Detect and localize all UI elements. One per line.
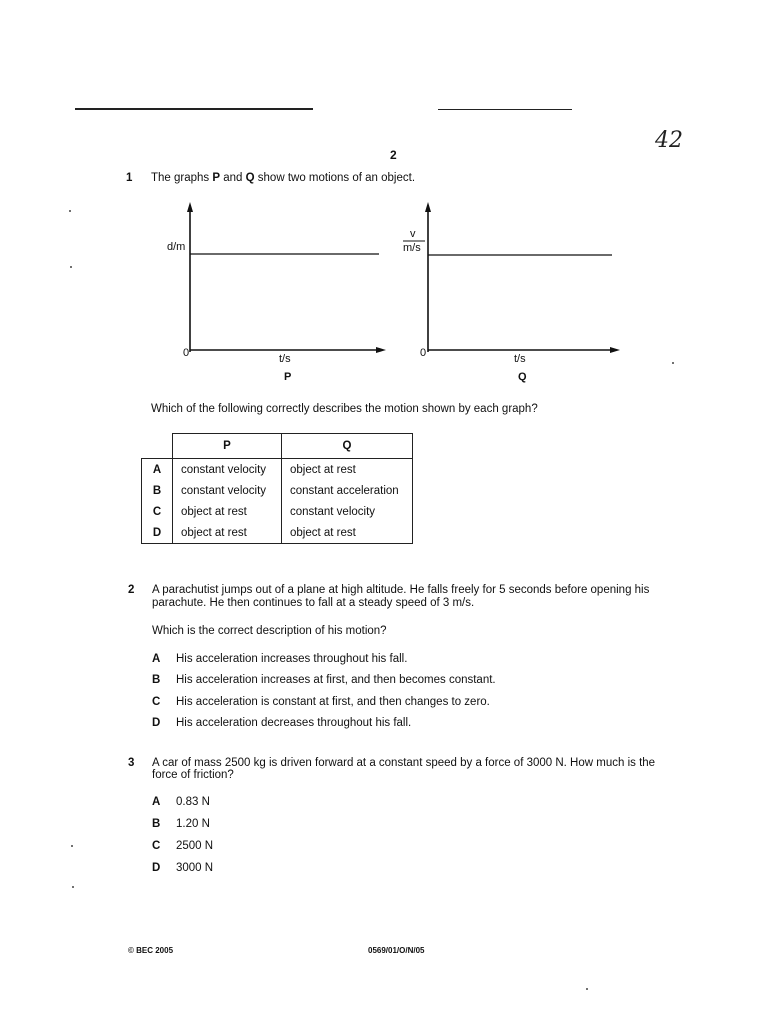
q3-option-a [152, 796, 210, 808]
q1-stem-part: show two motions of an object. [254, 172, 416, 184]
table-cell-q: object at rest [282, 459, 413, 481]
q2-option-d [152, 717, 411, 729]
option-text: 2500 N [176, 840, 214, 852]
q2-stem-line1: A parachutist jumps out of a plane at high altitude. He falls freely for 5 seconds before opening his [152, 584, 650, 596]
q2-option-c [152, 696, 490, 708]
option-letter: B [152, 674, 161, 686]
table-cell-q: object at rest [282, 522, 413, 544]
option-text: His acceleration increases at first, and then becomes constant. [176, 674, 496, 686]
graph-q-x-label: t/s [514, 353, 526, 365]
table-header-row [142, 434, 413, 459]
q2-stem-line2: parachute. He then continues to fall at a steady speed of 3 m/s. [152, 597, 475, 609]
q1-stem-part: Q [245, 172, 255, 184]
table-cell-p: object at rest [173, 501, 282, 522]
handwritten-mark: 42 [655, 128, 683, 153]
q1-question: Which of the following correctly describes the motion shown by each graph? [151, 403, 538, 415]
option-letter: B [152, 818, 161, 830]
scan-speck [71, 845, 73, 847]
option-text: His acceleration is constant at first, and then changes to zero. [176, 696, 490, 708]
graph-p-y-arrow [187, 202, 193, 212]
graph-q-origin: 0 [420, 347, 427, 359]
table-row-letter: D [142, 522, 173, 544]
q2-option-a [152, 653, 407, 665]
option-letter: D [152, 862, 161, 874]
graph-q [388, 200, 638, 390]
q1-stem [151, 172, 415, 184]
option-text: 3000 N [176, 862, 214, 874]
q3-stem-line1: A car of mass 2500 kg is driven forward at a constant speed by a force of 3000 N. How much is the [152, 757, 656, 769]
q1-number: 1 [126, 172, 133, 184]
q1-stem-part: P [212, 172, 221, 184]
scan-speck [672, 362, 674, 364]
graph-q-y-arrow [425, 202, 431, 212]
header-rule-left [75, 108, 313, 110]
graph-q-y-label-bottom: m/s [403, 242, 421, 254]
graph-p-y-label: d/m [167, 241, 186, 253]
option-text: His acceleration increases throughout his fall. [176, 653, 408, 665]
option-letter: A [152, 796, 161, 808]
scan-speck [72, 886, 74, 888]
q3-option-c [152, 840, 213, 852]
header-rule-right [438, 109, 572, 110]
scan-speck [70, 266, 72, 268]
option-text: 0.83 N [176, 796, 210, 808]
table-row-letter: B [142, 480, 173, 501]
graph-p-x-label: t/s [279, 353, 291, 365]
graph-p-x-arrow [376, 347, 386, 353]
table-cell-p: constant velocity [173, 480, 282, 501]
table-row-letter: C [142, 501, 173, 522]
q3-option-d [152, 862, 213, 874]
option-text: His acceleration decreases throughout his fall. [176, 717, 412, 729]
table-row-letter: A [142, 459, 173, 481]
table-cell-p: constant velocity [173, 459, 282, 481]
option-text: 1.20 N [176, 818, 210, 830]
table-header-q: Q [282, 434, 413, 459]
q2-number: 2 [128, 584, 135, 596]
footer-copyright: © BEC 2005 [128, 946, 174, 955]
graph-p-origin: 0 [183, 347, 190, 359]
graph-p-svg [150, 200, 400, 390]
graph-q-name: Q [518, 371, 527, 383]
table-row [142, 459, 413, 481]
footer-code: 0569/01/O/N/05 [368, 946, 425, 955]
scan-speck [586, 988, 588, 990]
option-letter: C [152, 696, 161, 708]
table-cell-q: constant velocity [282, 501, 413, 522]
table-cell-q: constant acceleration [282, 480, 413, 501]
option-letter: C [152, 840, 161, 852]
table-cell-p: object at rest [173, 522, 282, 544]
table-header-p: P [173, 434, 282, 459]
q3-stem-line2: force of friction? [152, 769, 234, 781]
graph-q-svg [388, 200, 638, 390]
option-letter: D [152, 717, 161, 729]
table-row [142, 522, 413, 544]
q3-option-b [152, 818, 210, 830]
table-row [142, 480, 413, 501]
table-row [142, 501, 413, 522]
q3-number: 3 [128, 757, 135, 769]
q1-answer-table [141, 433, 413, 544]
graph-q-x-arrow [610, 347, 620, 353]
q2-option-b [152, 674, 496, 686]
page-number: 2 [390, 148, 397, 162]
graph-p-name: P [284, 371, 292, 383]
graph-q-y-label-top: v [410, 228, 416, 240]
option-letter: A [152, 653, 161, 665]
q2-question: Which is the correct description of his motion? [152, 625, 387, 637]
table-corner [142, 434, 173, 459]
graph-p [150, 200, 400, 390]
q1-stem-part: The graphs [151, 172, 213, 184]
q1-stem-part: and [220, 172, 246, 184]
scan-speck [69, 210, 71, 212]
